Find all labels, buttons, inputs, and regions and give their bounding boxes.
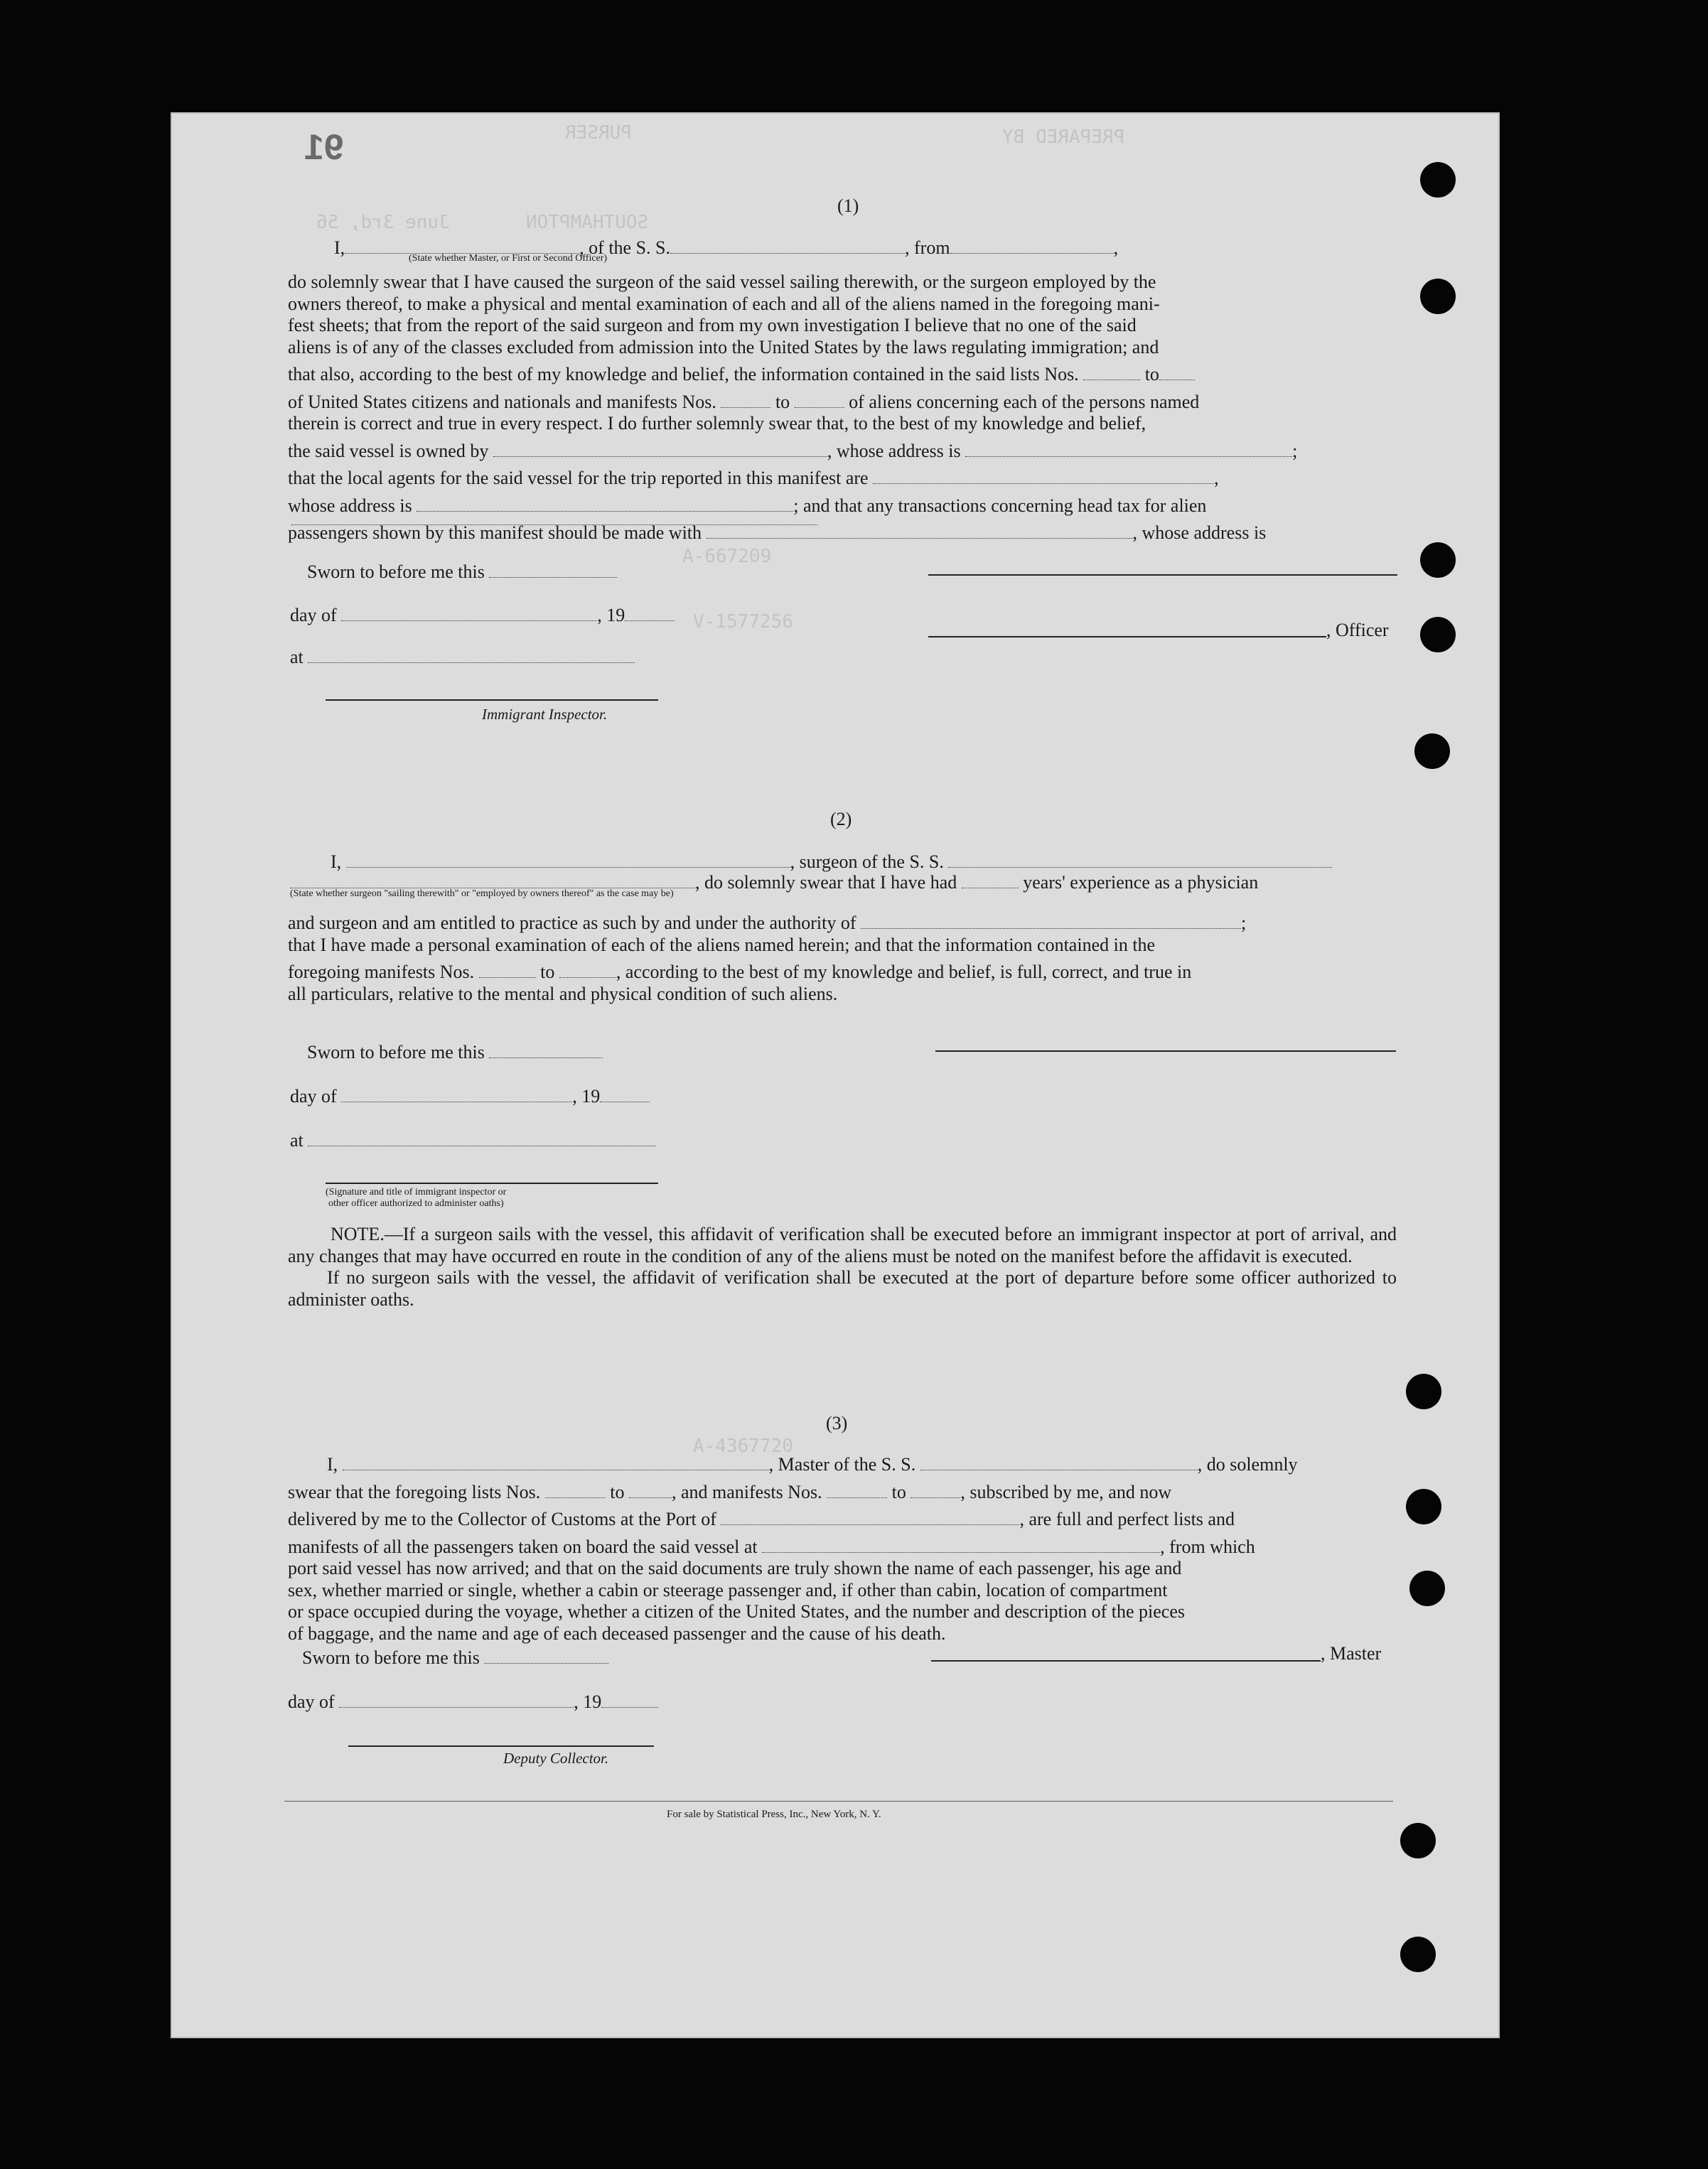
affidavit-body [288, 271, 1397, 544]
note-paragraph: If no surgeon sails with the vessel, the affidavit of verification shall be executed at the port of departure before some officer authorized to administer oaths. [288, 1267, 1397, 1310]
body-line [288, 435, 1397, 463]
text: , are full and perfect lists and [1019, 1509, 1235, 1529]
body-line: all particulars, relative to the mental and physical condition of such aliens. [288, 983, 838, 1004]
text: , subscribed by me, and now [960, 1481, 1172, 1502]
body-line [288, 1476, 1397, 1504]
note-label: NOTE. [331, 1224, 385, 1244]
sworn-day-field[interactable] [489, 1036, 603, 1058]
body-line: of baggage, and the name and age of each deceased passenger and the cause of his death. [288, 1622, 946, 1644]
year-field[interactable] [601, 1686, 658, 1708]
master-label: , Master [1321, 1643, 1382, 1664]
text: passengers shown by this manifest should be made with [288, 522, 702, 543]
month-field[interactable] [339, 1686, 574, 1708]
sworn-day-field[interactable] [489, 556, 617, 578]
date-line [290, 1080, 650, 1107]
text: that also, according to the best of my knowledge and belief, the information contained in the said lists Nos. [288, 364, 1079, 384]
deputy-signature-line[interactable] [348, 1745, 654, 1747]
body-line [288, 358, 1397, 386]
body-line: therein is correct and true in every respect. I do further solemnly swear that, to the best of my knowledge and belief, [288, 413, 1146, 434]
place-line [290, 1124, 656, 1151]
text: day of [290, 1086, 337, 1107]
ship-name-field[interactable] [948, 846, 1332, 868]
surgeon-note: (State whether surgeon "sailing therewith" or "employed by owners thereof" as the case may be) [290, 888, 674, 899]
place-line [290, 641, 635, 668]
year-field[interactable] [625, 599, 675, 621]
text: , do solemnly [1197, 1454, 1298, 1475]
text: —If a surgeon sails with the vessel, this affidavit of verification shall be executed before an immigrant inspector at port of arrival, and any changes that may have occurred en route in the condition of any of the aliens must be noted on the manifest before the affidavit is executed. [288, 1224, 1397, 1266]
text: Sworn to before me this [307, 561, 485, 582]
inspector-signature-line[interactable] [326, 699, 658, 701]
head-tax-agent-field[interactable] [707, 517, 1133, 539]
manifest-no-to-field[interactable] [911, 1476, 960, 1498]
text: ; [1292, 440, 1298, 461]
text: years' experience as a physician [1023, 872, 1259, 893]
text: to [540, 962, 555, 982]
body-line: that I have made a personal examination of each of the aliens named herein; and that the information contained in the [288, 934, 1156, 955]
text: , [1214, 468, 1219, 488]
body-line [288, 490, 1397, 517]
punch-hole [1400, 1823, 1436, 1858]
divider [284, 1801, 1393, 1802]
sworn-day-field[interactable] [484, 1642, 608, 1664]
body-line: or space occupied during the voyage, whether a citizen of the United States, and the number and description of the pieces [288, 1601, 1186, 1622]
agents-field[interactable] [873, 462, 1214, 484]
address-continuation-field[interactable] [291, 524, 817, 525]
sworn-line [307, 556, 617, 583]
text: , surgeon of the S. S. [790, 851, 944, 872]
body-line: owners thereof, to make a physical and mental examination of each and all of the aliens named in the foregoing mani- [288, 293, 1160, 314]
officer-name-line[interactable] [928, 636, 1326, 637]
body-line [288, 1503, 1397, 1531]
list-no-from-field[interactable] [1083, 358, 1140, 380]
punch-hole [1420, 162, 1456, 198]
agents-address-field[interactable] [417, 490, 793, 512]
text: , 19 [574, 1691, 602, 1712]
body-line [288, 386, 1397, 414]
text: , from which [1160, 1536, 1255, 1557]
printer-footer: For sale by Statistical Press, Inc., New York, N. Y. [667, 1809, 881, 1820]
text: and surgeon and am entitled to practice as such by and under the authority of [288, 913, 856, 933]
section-number: (3) [826, 1413, 848, 1433]
officer-note: (State whether Master, or First or Second Officer) [409, 253, 608, 264]
text: to [775, 391, 790, 412]
signature-note: other officer authorized to administer oaths) [328, 1198, 504, 1209]
list-no-to-field[interactable] [1159, 358, 1195, 380]
year-field[interactable] [600, 1080, 650, 1102]
body-line [288, 907, 1397, 935]
body-line [288, 1448, 1397, 1476]
port-embarked-field[interactable] [762, 1531, 1160, 1553]
bleed-through-text: PURSER [565, 122, 632, 144]
body-line: sex, whether married or single, whether a cabin or steerage passenger and, if other than cabin, location of compartment [288, 1579, 1168, 1600]
punch-hole [1420, 617, 1456, 652]
body-line [288, 956, 1397, 984]
text: day of [290, 605, 337, 625]
text: , 19 [572, 1086, 601, 1107]
text: , of the S. S. [579, 237, 671, 258]
ship-name-field[interactable] [670, 232, 905, 254]
text: , do solemnly swear that I have had [695, 872, 957, 893]
text: foregoing manifests Nos. [288, 962, 475, 982]
body-line [288, 517, 1397, 544]
inspector-label: Immigrant Inspector. [482, 706, 608, 723]
owner-field[interactable] [493, 435, 827, 457]
text: the said vessel is owned by [288, 440, 489, 461]
text: , whose address is [827, 440, 961, 461]
bleed-through-text: PREPARED BY [1002, 127, 1125, 148]
date-line [288, 1686, 658, 1713]
punch-hole [1406, 1489, 1441, 1524]
list-no-to-field[interactable] [629, 1476, 672, 1498]
punch-hole [1406, 1374, 1441, 1409]
officer-field[interactable] [345, 232, 579, 254]
text: Sworn to before me this [307, 1042, 485, 1062]
years-experience-field[interactable] [962, 866, 1019, 888]
punch-hole [1400, 1937, 1436, 1972]
officer-signature-line[interactable] [928, 574, 1397, 576]
note-block [288, 1224, 1397, 1310]
text: , Master of the S. S. [768, 1454, 916, 1475]
text: I, [327, 1454, 338, 1475]
surgeon-name-field[interactable] [346, 846, 790, 868]
bleed-through-text: June 3rd, 56 [316, 212, 450, 233]
page-number-mark: 91 [304, 127, 344, 167]
text: of aliens concerning each of the persons named [849, 391, 1200, 412]
text: of United States citizens and nationals and manifests Nos. [288, 391, 716, 412]
text: ; and that any transactions concerning head tax for alien [793, 495, 1207, 516]
body-line: aliens is of any of the classes excluded from admission into the United States by the laws regulating immigration; and [288, 336, 1159, 357]
manifest-no-to-field[interactable] [559, 956, 616, 978]
month-field[interactable] [341, 599, 597, 621]
body-line: do solemnly swear that I have caused the surgeon of the said vessel sailing therewith, or the surgeon employed by the [288, 271, 1156, 292]
text: I, [331, 851, 342, 872]
text: manifests of all the passengers taken on board the said vessel at [288, 1536, 758, 1557]
body-line [288, 1531, 1397, 1559]
text: , whose address is [1132, 522, 1267, 543]
place-field[interactable] [308, 641, 635, 663]
manifest-no-from-field[interactable] [827, 1476, 887, 1498]
sworn-line [302, 1642, 608, 1669]
date-line [290, 599, 675, 626]
bleed-through-text: V-1577256 [693, 611, 793, 633]
text: Sworn to before me this [302, 1647, 480, 1668]
authority-field[interactable] [861, 907, 1241, 929]
surgeon-status-field[interactable] [290, 866, 695, 888]
text: swear that the foregoing lists Nos. [288, 1481, 541, 1502]
manifest-no-to-field[interactable] [795, 386, 844, 408]
month-field[interactable] [341, 1080, 572, 1102]
sworn-line [307, 1036, 603, 1063]
text: at [290, 647, 304, 667]
body-line: fest sheets; that from the report of the said surgeon and from my own investigation I believe that no one of the said [288, 315, 1137, 335]
body-line: port said vessel has now arrived; and that on the said documents are truly shown the name of each passenger, his age and [288, 1558, 1182, 1578]
bleed-through-text: A-667209 [682, 546, 772, 567]
surgeon-body [288, 907, 1397, 1005]
punch-hole [1414, 733, 1450, 769]
ship-name-field[interactable] [920, 1448, 1198, 1470]
list-no-from-field[interactable] [545, 1476, 606, 1498]
text: ; [1241, 913, 1247, 933]
text: , 19 [597, 605, 625, 625]
punch-hole [1420, 542, 1456, 578]
surgeon-signature-line[interactable] [935, 1050, 1396, 1052]
text: that the local agents for the said vessel for the trip reported in this manifest are [288, 468, 869, 488]
text: , and manifests Nos. [672, 1481, 822, 1502]
text: , according to the best of my knowledge and belief, is full, correct, and true in [616, 962, 1192, 982]
text: , from [905, 237, 950, 258]
punch-hole [1409, 1571, 1445, 1606]
master-name-field[interactable] [343, 1448, 769, 1470]
place-field[interactable] [308, 1124, 656, 1146]
deputy-label: Deputy Collector. [503, 1750, 609, 1767]
note-paragraph [288, 1224, 1397, 1267]
text: to [891, 1481, 906, 1502]
body-line [288, 462, 1397, 490]
bleed-through-text: SOUTHAMPTON [526, 212, 649, 233]
text: , [1113, 237, 1119, 258]
manifest-no-from-field[interactable] [721, 386, 770, 408]
text: I, [334, 237, 345, 258]
text: delivered by me to the Collector of Customs at the Port of [288, 1509, 716, 1529]
port-field[interactable] [721, 1503, 1019, 1525]
punch-hole [1420, 279, 1456, 314]
master-signature-line[interactable] [931, 1660, 1321, 1662]
officer-label: , Officer [1326, 620, 1389, 640]
text: to [1144, 364, 1159, 384]
text: whose address is [288, 495, 412, 516]
manifest-no-from-field[interactable] [479, 956, 536, 978]
bleed-through-text: A-4367720 [693, 1436, 793, 1457]
section-number: (1) [837, 195, 859, 216]
official-signature-line[interactable] [326, 1183, 658, 1184]
text: at [290, 1130, 304, 1151]
master-body [288, 1448, 1397, 1645]
text: day of [288, 1691, 335, 1712]
section-number: (2) [830, 809, 852, 829]
port-from-field[interactable] [950, 232, 1114, 254]
owner-address-field[interactable] [965, 435, 1292, 457]
text: to [610, 1481, 625, 1502]
signature-note: (Signature and title of immigrant inspector or [326, 1187, 507, 1197]
